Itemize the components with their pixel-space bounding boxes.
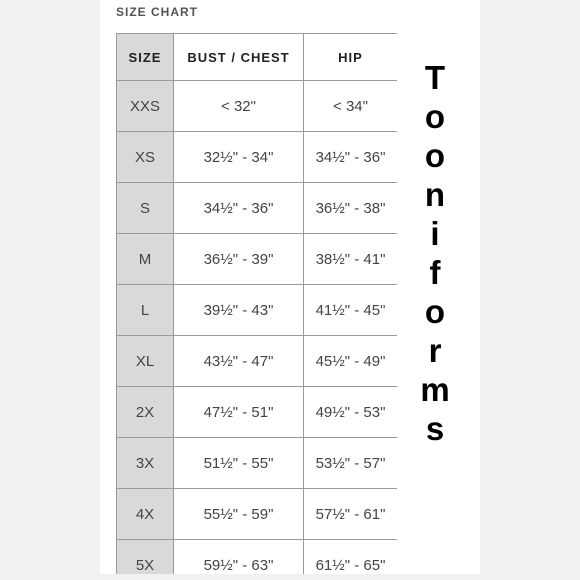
size-cell: M [117,234,174,285]
bottom-edge [100,574,480,580]
table-row [117,336,398,387]
size-cell: S [117,183,174,234]
size-cell: XL [117,336,174,387]
bust-cell: 59½" - 63" [174,540,304,580]
bust-cell: 47½" - 51" [174,387,304,438]
bust-cell: 34½" - 36" [174,183,304,234]
brand-letter: T [424,59,446,96]
hip-cell: 61½" - 65" [304,540,398,580]
brand-letter: s [425,410,445,447]
bust-column-header: BUST / CHEST [174,34,304,81]
table-row [117,489,398,540]
table-row [117,183,398,234]
size-cell: L [117,285,174,336]
size-cell: 3X [117,438,174,489]
hip-cell: 38½" - 41" [304,234,398,285]
size-cell: 4X [117,489,174,540]
size-chart-table [116,33,397,580]
brand-letter: o [424,137,446,174]
brand-letter: r [428,332,442,369]
bust-cell: 32½" - 34" [174,132,304,183]
size-chart-table-wrapper [116,33,397,580]
size-cell: 2X [117,387,174,438]
table-row [117,285,398,336]
bust-cell: 43½" - 47" [174,336,304,387]
size-chart-heading: SIZE CHART [116,5,198,19]
bust-cell: 39½" - 43" [174,285,304,336]
size-column-header: SIZE [117,34,174,81]
brand-letter: n [424,176,446,213]
hip-cell: 57½" - 61" [304,489,398,540]
table-row [117,132,398,183]
size-cell: XXS [117,81,174,132]
brand-letter: o [424,98,446,135]
table-header-row [117,34,398,81]
table-row [117,234,398,285]
hip-cell: 45½" - 49" [304,336,398,387]
hip-cell: 36½" - 38" [304,183,398,234]
brand-letter: f [429,254,441,291]
brand-letter: o [424,293,446,330]
hip-cell: 41½" - 45" [304,285,398,336]
table-row [117,438,398,489]
size-cell: 5X [117,540,174,580]
brand-watermark [415,58,455,448]
brand-letter: i [430,215,440,252]
hip-cell: 53½" - 57" [304,438,398,489]
hip-cell: < 34" [304,81,398,132]
hip-column-header: HIP [304,34,398,81]
size-cell: XS [117,132,174,183]
bust-cell: 51½" - 55" [174,438,304,489]
table-row [117,81,398,132]
brand-letter: m [420,371,450,408]
hip-cell: 34½" - 36" [304,132,398,183]
bust-cell: 36½" - 39" [174,234,304,285]
bust-cell: 55½" - 59" [174,489,304,540]
table-row [117,387,398,438]
hip-cell: 49½" - 53" [304,387,398,438]
bust-cell: < 32" [174,81,304,132]
